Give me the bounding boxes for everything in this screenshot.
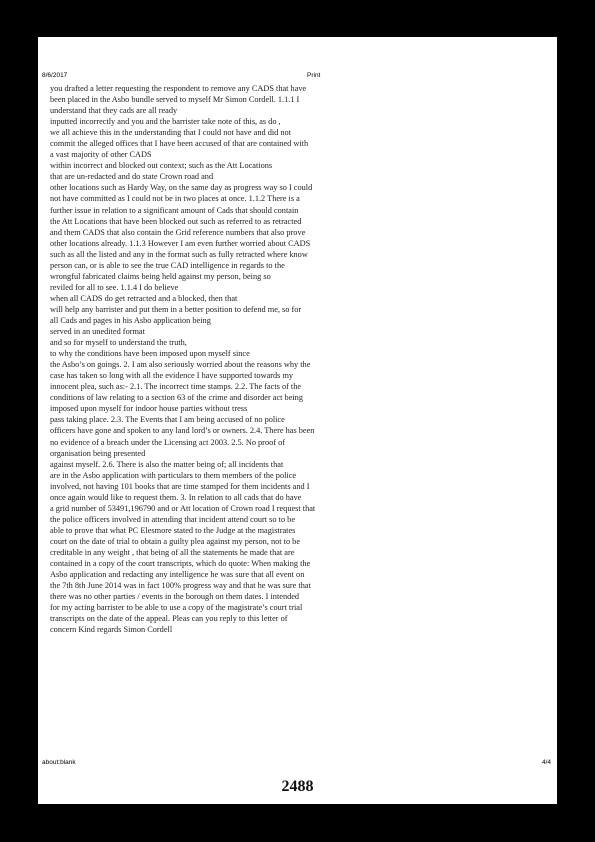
body-line: are in the Asbo application with particulars to them members of the police (50, 470, 297, 480)
print-title: Print (307, 72, 321, 79)
body-line: not have committed as I could not be in two places at once. 1.1.2 There is a (50, 194, 300, 204)
body-line: wrongful fabricated claims being held against my person, being so (50, 271, 271, 281)
body-line: the Att Locations that have been blocked out such as referred to as retracted (50, 216, 302, 226)
body-line: organisation being presented (50, 448, 146, 458)
body-line: court on the date of trial to obtain a guilty plea against my person, not to be (50, 536, 300, 546)
body-line: case has taken so long with all the evidence I have supported towards my (50, 371, 294, 381)
body-line: been placed in the Asbo bundle served to myself Mr Simon Cordell. 1.1.1 I (50, 95, 300, 105)
document-page (38, 37, 557, 804)
body-line: a grid number of 53491,196790 and or Att location of Crown road I request that (50, 503, 316, 513)
body-line: the police officers involved in attending that incident attend court so to be (50, 514, 295, 524)
body-line: against myself. 2.6. There is also the matter being of; all incidents that (50, 459, 284, 469)
body-line: other locations such as Hardy Way, on the same day as progress way so I could (50, 183, 313, 193)
body-line: conditions of law relating to a section 63 of the crime and disorder act being (50, 393, 303, 403)
body-line: concern Kind regards Simon Cordell (50, 625, 173, 635)
body-line: reviled for all to see. 1.1.4 I do believe (50, 282, 179, 292)
body-line: creditable in any weight , that being of all the statements he made that are (50, 547, 295, 557)
body-line: able to prove that what PC Elesmore stated to the Judge at the magistrates (50, 525, 296, 535)
body-line: inputted incorrectly and you and the barrister take note of this, as do , (50, 117, 281, 127)
body-line: to why the conditions have been imposed upon myself since (50, 349, 250, 359)
body-line: such as all the listed and any in the format such as fully retracted where know (50, 249, 308, 259)
body-line: and so for myself to understand the truth, (50, 338, 187, 348)
body-line: all Cads and pages in his Asbo application being (50, 315, 211, 325)
body-line: further issue in relation to a significant amount of Cads that should contain (50, 205, 299, 215)
body-line: innocent plea, such as:- 2.1. The incorrect time stamps. 2.2. The facts of the (50, 382, 302, 392)
body-line: understand that they cads are all ready (50, 106, 178, 116)
body-line: contained in a copy of the court transcripts, which do quote: When making the (50, 559, 311, 569)
body-line: other locations already. 1.1.3 However I am even further worried about CADS (50, 238, 311, 248)
letter-body (50, 83, 340, 635)
body-line: the 7th 8th June 2014 was in fact 100% progress way and that he was sure that (50, 581, 311, 591)
body-line: involved, not having 101 books that are time stamped for them incidents and I (50, 481, 310, 491)
body-line: for my acting barrister to be able to use a copy of the magistrate’s court trial (50, 603, 303, 613)
body-line: served in an unedited format (50, 327, 145, 337)
body-line: no evidence of a breach under the Licensing act 2003. 2.5. No proof of (50, 437, 285, 447)
body-line: a vast majority of other CADS (50, 150, 152, 160)
print-url: about:blank (42, 759, 76, 766)
body-line: person can, or is able to see the true CAD intelligence in regards to the (50, 260, 285, 270)
body-line: Asbo application and redacting any intelligence he was sure that all event on (50, 570, 305, 580)
body-line: when all CADS do get retracted and a blocked, then that (50, 293, 238, 303)
body-line: you drafted a letter requesting the respondent to remove any CADS that have (50, 84, 307, 93)
print-date: 8/6/2017 (42, 72, 68, 79)
body-line: there was no other parties / events in the borough on them dates. I intended (50, 592, 300, 602)
body-line: will help any barrister and put them in a better position to defend me, so for (50, 304, 302, 314)
body-line: commit the alleged offices that I have been accused of that are contained with (50, 139, 309, 149)
body-line: transcripts on the date of the appeal. Pleas can you reply to this letter of (50, 614, 288, 624)
body-line: we all achieve this in the understanding that I could not have and did not (50, 128, 292, 138)
body-line: the Asbo’s on goings. 2. I am also seriously worried about the reasons why the (50, 360, 311, 370)
page-indicator: 4/4 (541, 759, 551, 766)
body-line: that are un-redacted and do state Crown road and (50, 172, 214, 182)
bates-page-number: 2488 (281, 778, 314, 795)
body-line: once again would like to request them. 3. In relation to all cads that do have (50, 492, 302, 502)
body-line: and them CADS that also contain the Grid reference numbers that also prove (50, 227, 306, 237)
body-line: within incorrect and blocked out context; such as the Att Locations (50, 161, 273, 171)
body-line: pass taking place. 2.3. The Events that I am being accused of no police (50, 415, 285, 425)
body-line: officers have gone and spoken to any land lord’s or owners. 2.4. There has been (50, 426, 315, 436)
body-line: imposed upon myself for indoor house parties without tress (50, 404, 248, 414)
